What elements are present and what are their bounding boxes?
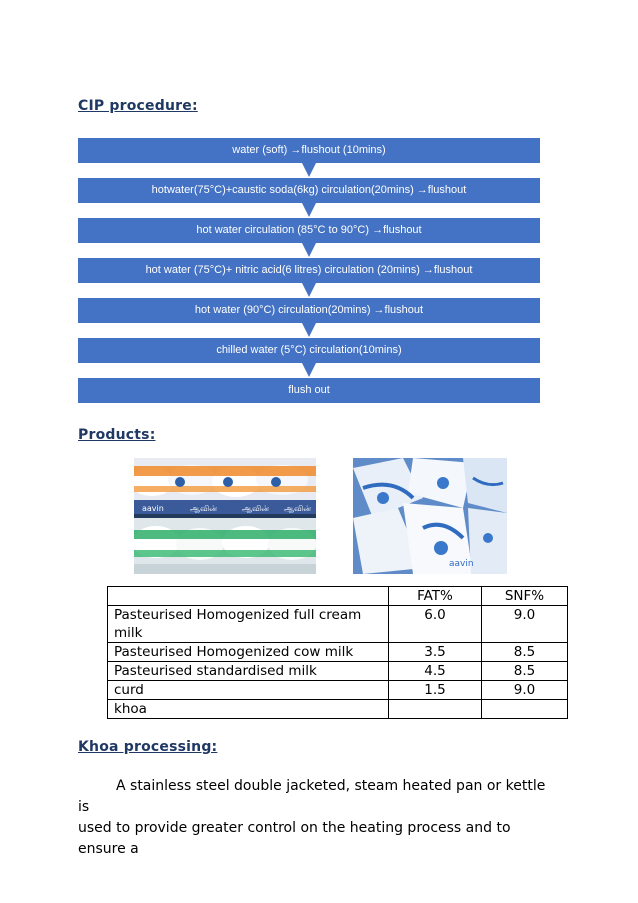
down-arrow-icon — [78, 163, 540, 178]
brand-text: aavin — [142, 504, 164, 513]
table-header-cell: FAT% — [389, 587, 482, 606]
down-arrow-icon — [78, 203, 540, 218]
table-row — [108, 700, 568, 719]
table-cell: 9.0 — [482, 681, 568, 700]
table-cell: 9.0 — [482, 606, 568, 643]
table-row — [108, 681, 568, 700]
table-cell — [482, 700, 568, 719]
products-heading: Products: — [78, 427, 156, 443]
cip-step-6: chilled water (5°C) circulation(10mins) — [78, 338, 540, 363]
table-header-cell: SNF% — [482, 587, 568, 606]
down-arrow-icon — [78, 363, 540, 378]
table-cell: Pasteurised Homogenized full cream milk — [108, 606, 389, 643]
svg-text:ஆவின்: ஆவின் — [284, 504, 311, 513]
table-header-row — [108, 587, 568, 606]
cip-step-5: hot water (90°C) circulation(20mins) →flushout — [78, 298, 540, 323]
table-cell: Pasteurised standardised milk — [108, 662, 389, 681]
table-cell: 3.5 — [389, 643, 482, 662]
table-cell: khoa — [108, 700, 389, 719]
table-cell — [389, 700, 482, 719]
table-row — [108, 643, 568, 662]
cip-flowchart — [78, 138, 540, 403]
table-header-cell — [108, 587, 389, 606]
paragraph-line: used to provide greater control on the heating process and to ensure a — [78, 820, 511, 857]
cip-procedure-heading: CIP procedure: — [78, 98, 198, 114]
cip-step-7: flush out — [78, 378, 540, 403]
table-cell: 1.5 — [389, 681, 482, 700]
products-table — [107, 586, 568, 719]
down-arrow-icon — [78, 243, 540, 258]
cip-step-3: hot water circulation (85°C to 90°C) →flushout — [78, 218, 540, 243]
table-row — [108, 606, 568, 643]
table-cell: 6.0 — [389, 606, 482, 643]
table-cell: curd — [108, 681, 389, 700]
cip-step-4: hot water (75°C)+ nitric acid(6 litres) circulation (20mins) →flushout — [78, 258, 540, 283]
svg-text:ஆவின்: ஆவின் — [242, 504, 269, 513]
khoa-paragraph — [78, 776, 546, 860]
svg-text:ஆவின்: ஆவின் — [190, 504, 217, 513]
paragraph-line: A stainless steel double jacketed, steam heated pan or kettle is — [78, 778, 546, 815]
cip-step-1: water (soft) →flushout (10mins) — [78, 138, 540, 163]
table-row — [108, 662, 568, 681]
down-arrow-icon — [78, 323, 540, 338]
table-cell: 8.5 — [482, 643, 568, 662]
khoa-processing-heading: Khoa processing: — [78, 739, 218, 755]
brand-text: aavin — [449, 559, 474, 569]
milk-shelf-photo — [134, 458, 316, 574]
cip-step-2: hotwater(75°C)+caustic soda(6kg) circulation(20mins) →flushout — [78, 178, 540, 203]
table-cell: 8.5 — [482, 662, 568, 681]
table-cell: 4.5 — [389, 662, 482, 681]
milk-sachets-photo — [353, 458, 507, 574]
table-cell: Pasteurised Homogenized cow milk — [108, 643, 389, 662]
down-arrow-icon — [78, 283, 540, 298]
